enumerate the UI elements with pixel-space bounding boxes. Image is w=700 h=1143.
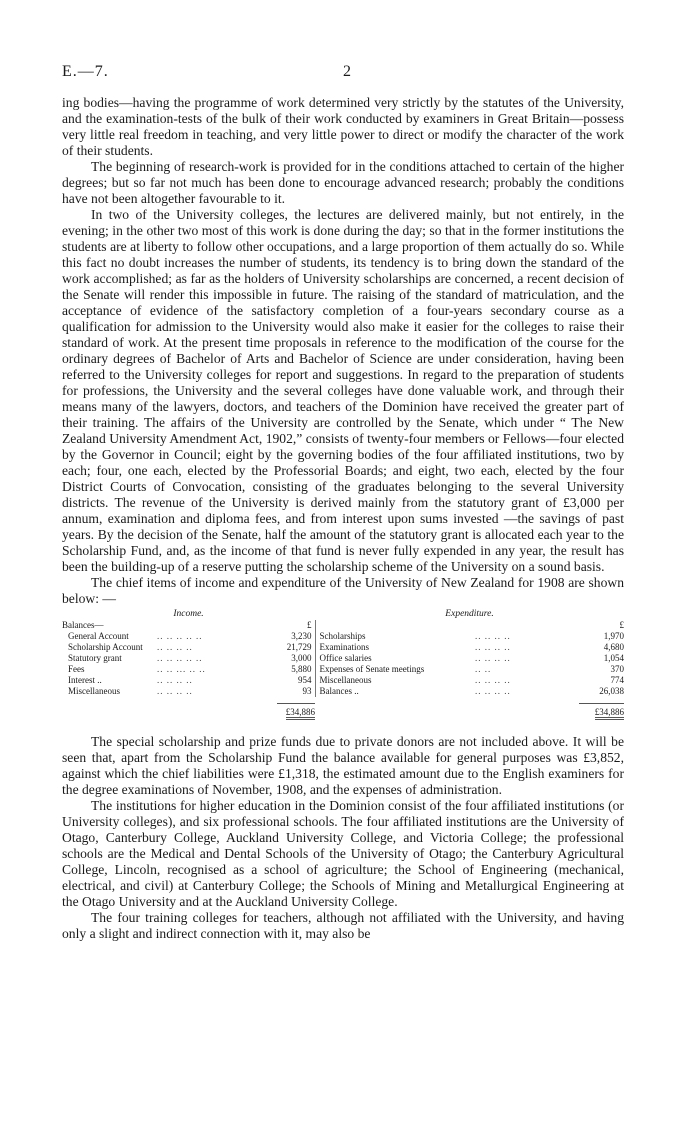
paragraph: The special scholarship and prize funds due to private donors are not included above. It will be seen that, apart from the Scholarship Fund the balance available for general purposes was £3,852, against which the chief liabilities were £1,318, the estimated amount due to the English examiners for the degree examinations of November, 1908, and the expenses of administration. (62, 734, 624, 797)
income-amount: 5,880 (277, 664, 315, 675)
income-expenditure-table (62, 609, 624, 718)
expenditure-leader: .. .. (475, 664, 492, 674)
expenditure-amount: 774 (610, 675, 625, 685)
income-leader: .. .. .. .. .. (157, 653, 203, 663)
income-heading: Income. (173, 609, 204, 619)
income-label: Miscellaneous (68, 686, 120, 696)
income-leader: .. .. .. .. (157, 642, 193, 652)
table-row (62, 653, 624, 664)
table-row (62, 675, 624, 686)
expenditure-leader: .. .. .. .. (475, 642, 511, 652)
income-label: Scholarship Account (68, 642, 143, 652)
expenditure-leader: .. .. .. .. (475, 653, 511, 663)
income-amount: 93 (277, 686, 315, 697)
paragraph: The chief items of income and expenditure of the University of New Zealand for 1908 are shown below: — (62, 575, 624, 606)
paragraph: ing bodies—having the programme of work determined very strictly by the statutes of the University, and the examination-tests of the bulk of their work conducted by examiners in Great Britain—possess very little real freedom in teaching, and very little power to direct or modify the character of the work of their students. (62, 95, 624, 158)
expenditure-leader: .. .. .. .. (475, 675, 511, 685)
paragraph: The institutions for higher education in the Dominion consist of the four affiliated institutions (or University colleges), and six professional schools. The four affiliated institutions are the University of Otago, Canterbury College, Auckland University College, and Victoria College; the professional schools are the Medical and Dental Schools of the University of Otago; the Canterbury Agricultural College, Lincoln, recognised as a school of agriculture; the School of Engineering (mechanical, electrical, and civil) at Canterbury College; the Schools of Mining and Metallurgical Engineering at the Otago University and at the Auckland University College. (62, 798, 624, 909)
expenditure-amount: 1,054 (603, 653, 625, 663)
income-label: Statutory grant (68, 653, 122, 663)
expenditure-amount: 370 (610, 664, 625, 674)
expenditure-label: Office salaries (319, 653, 372, 663)
income-amount: 3,230 (277, 631, 315, 642)
paragraphs-after-table (62, 734, 624, 942)
table-row (62, 664, 624, 675)
income-amount: 954 (277, 675, 315, 686)
income-currency: £ (277, 620, 315, 631)
expenditure-amount: 4,680 (603, 642, 625, 652)
income-label: Interest .. (68, 675, 102, 685)
expenditure-label: Examinations (319, 642, 370, 652)
income-label: General Account (68, 631, 129, 641)
income-leader: .. .. .. .. (157, 675, 193, 685)
expenditure-currency: £ (619, 620, 625, 630)
income-amount: 3,000 (277, 653, 315, 664)
table-row (62, 631, 624, 642)
income-total: £34,886 (286, 707, 315, 720)
expenditure-leader: .. .. .. .. (475, 631, 511, 641)
income-leader: .. .. .. .. .. (157, 631, 203, 641)
paragraph: In two of the University colleges, the lectures are delivered mainly, but not entirely, in the evening; in the other two most of this work is done during the day; so that in the former institutions the students are at liberty to follow other occupations, and a large proportion of them actually do so. While this fact no doubt increases the number of students, its tendency is to bring down the standard of the work accomplished; as far as the holders of University scholarships are concerned, a recent decision of the Senate will render this impossible in future. The raising of the standard of matriculation, and the acceptance of evidence of the satisfactory completion of a four-years secondary course as a qualification for admission to the University would also make it easier for the colleges to raise their standard of work. At the present time proposals in reference to the modification of the course for the ordinary degrees of Bachelor of Arts and Bachelor of Science are under consideration, having been referred to the University colleges for report and suggestions. In regard to the preparation of students for professions, the University and the several colleges have done valuable work, and through their means many of the lawyers, doctors, and teachers of the Dominion have received the greater part of their training. The affairs of the University are controlled by the Senate, which under “ The New Zealand University Amendment Act, 1902,” consists of twenty-four members or Fellows—four elected by the Governor in Council; eight by the governing bodies of the four affiliated institutions, two by each; four, one each, elected by the Professorial Boards; and eight, two each, elected by the four District Courts of Convocation, consisting of the graduates belonging to the several University districts. The revenue of the University is derived mainly from the statutory grant of £3,000 per annum, examination and diploma fees, and from interest upon sums invested —the savings of past years. By the decision of the Senate, half the amount of the statutory grant is allocated each year to the Scholarship Fund, and, as the income of that fund is never fully expended in any year, the result has been the building-up of a reserve putting the scholarship scheme of the University on a sound basis. (62, 207, 624, 574)
page-number: 2 (343, 63, 351, 80)
balances-label: Balances— (62, 620, 104, 630)
report-code: E.—7. (62, 63, 109, 80)
table-row (62, 686, 624, 697)
expenditure-label: Expenses of Senate meetings (319, 664, 425, 674)
income-amount: 21,729 (277, 642, 315, 653)
table-row (62, 642, 624, 653)
income-leader: .. .. .. .. (157, 686, 193, 696)
expenditure-label: Balances .. (319, 686, 359, 696)
expenditure-label: Scholarships (319, 631, 366, 641)
document-body (62, 95, 624, 942)
income-leader: .. .. ... .. .. (157, 664, 206, 674)
paragraphs-before-table (62, 95, 624, 607)
expenditure-amount: 1,970 (603, 631, 625, 641)
expenditure-label: Miscellaneous (319, 675, 372, 685)
expenditure-leader: .. .. .. .. (475, 686, 511, 696)
expenditure-total: £34,886 (595, 707, 624, 720)
income-label: Fees (68, 664, 85, 674)
paragraph: The four training colleges for teachers, although not affiliated with the University, and having only a slight and indirect connection with it, may also be (62, 910, 624, 941)
expenditure-heading: Expenditure. (445, 609, 494, 619)
expenditure-amount: 26,038 (599, 686, 625, 696)
paragraph: The beginning of research-work is provided for in the conditions attached to certain of the higher degrees; but so far not much has been done to encourage advanced research; probably the conditions have not been altogether favourable to it. (62, 159, 624, 206)
